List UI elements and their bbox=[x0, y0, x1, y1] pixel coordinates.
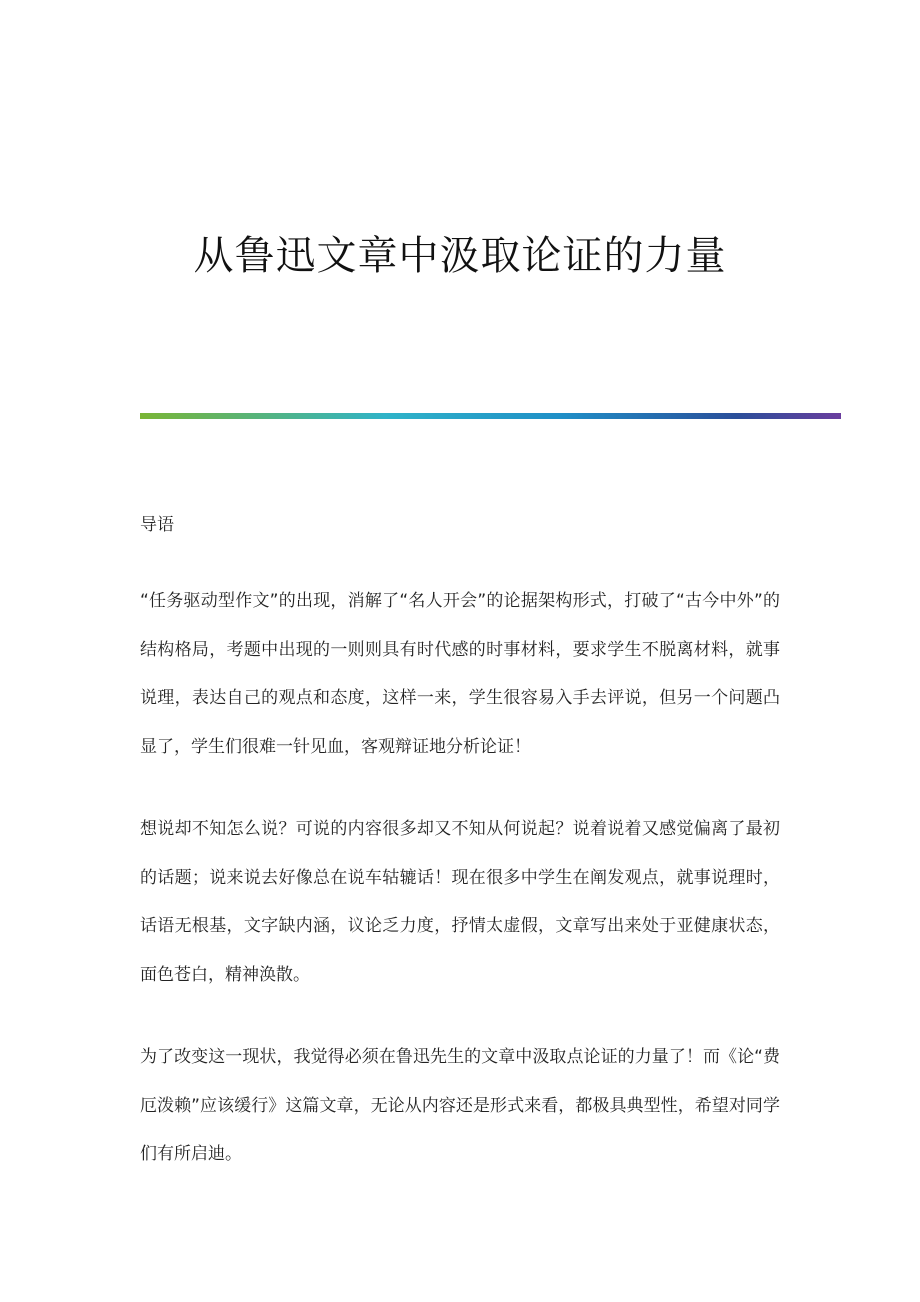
paragraph-1: “任务驱动型作文”的出现，消解了“名人开会”的论据架构形式，打破了“古今中外”的结构格局，考题中出现的一则则具有时代感的时事材料，要求学生不脱离材料，就事说理，表达自己的观点和态度，这样一来，学生很容易入手去评说，但另一个问题凸显了，学生们很难一针见血，客观辩证地分析论证！ bbox=[140, 591, 780, 757]
page-title: 从鲁迅文章中汲取论证的力量 bbox=[193, 233, 727, 279]
gradient-divider bbox=[140, 413, 841, 419]
section-heading: 导语 bbox=[140, 515, 174, 535]
paragraph-2: 想说却不知怎么说？可说的内容很多却又不知从何说起？说着说着又感觉偏离了最初的话题；说来说去好像总在说车轱辘话！现在很多中学生在阐发观点，就事说理时，话语无根基，文字缺内涵，议论乏力度，抒情太虚假，文章写出来处于亚健康状态，面色苍白，精神涣散。 bbox=[140, 819, 780, 985]
paragraph-3: 为了改变这一现状，我觉得必须在鲁迅先生的文章中汲取点论证的力量了！而《论“费厄泼赖”应该缓行》这篇文章，无论从内容还是形式来看，都极具典型性，希望对同学们有所启迪。 bbox=[140, 1047, 780, 1164]
document-body bbox=[140, 507, 780, 1213]
